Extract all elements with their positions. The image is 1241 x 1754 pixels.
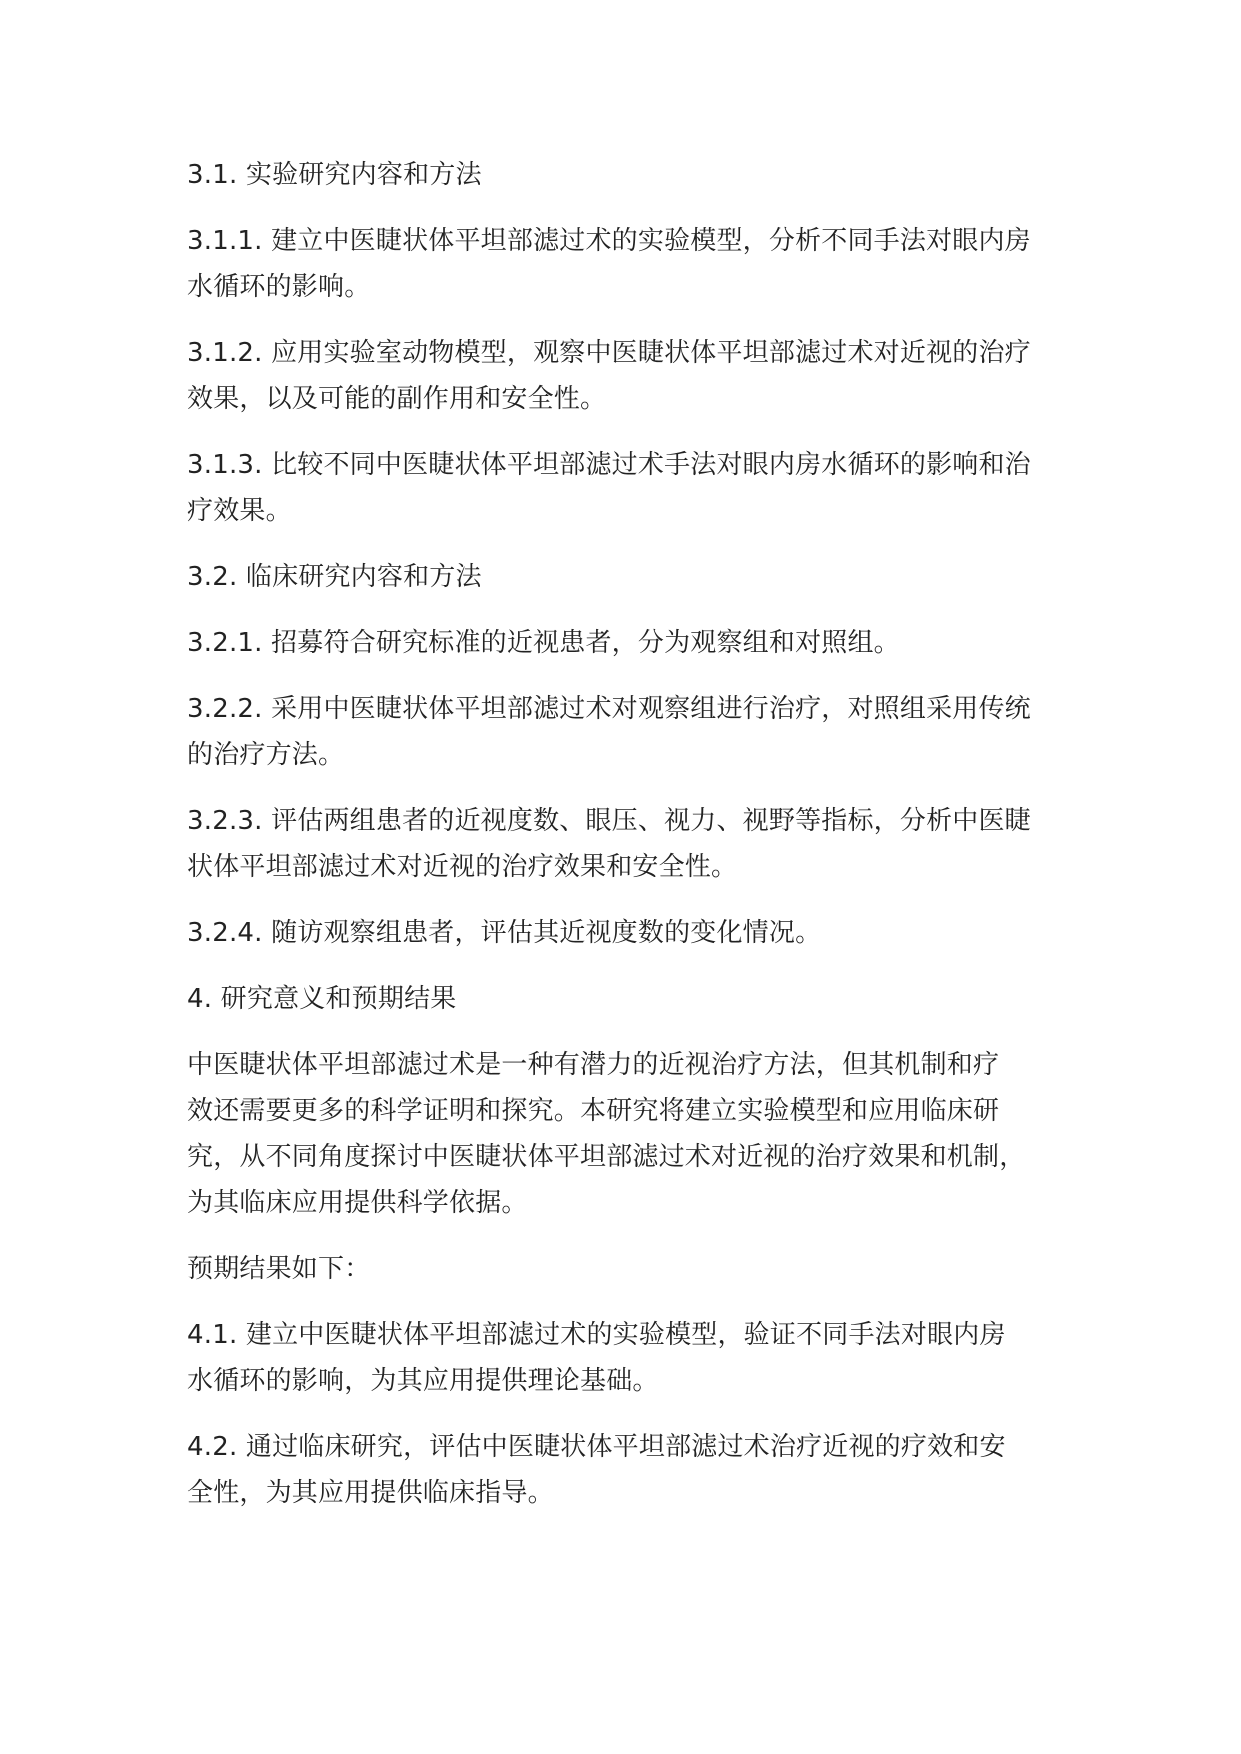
paragraph-3-1-1: 3.1.1. 建立中医睫状体平坦部滤过术的实验模型，分析不同手法对眼内房 水循环的影响。: [187, 226, 1031, 302]
paragraph-3-2-4: 3.2.4. 随访观察组患者，评估其近视度数的变化情况。: [187, 918, 822, 948]
heading-3-2: 3.2. 临床研究内容和方法: [187, 562, 482, 592]
heading-4: 4. 研究意义和预期结果: [187, 984, 457, 1014]
paragraph-3-1-3: 3.1.3. 比较不同中医睫状体平坦部滤过术手法对眼内房水循环的影响和治 疗效果。: [187, 450, 1031, 526]
paragraph-expected-intro: 预期结果如下：: [187, 1254, 371, 1284]
paragraph-significance: 中医睫状体平坦部滤过术是一种有潜力的近视治疗方法，但其机制和疗 效还需要更多的科学证明和探究。本研究将建立实验模型和应用临床研 究，从不同角度探讨中医睫状体平坦部滤过术对近视的治疗效果和机制， 为其临床应用提供科学依据。: [187, 1050, 1026, 1218]
paragraph-3-2-3: 3.2.3. 评估两组患者的近视度数、眼压、视力、视野等指标，分析中医睫 状体平坦部滤过术对近视的治疗效果和安全性。: [187, 806, 1031, 882]
paragraph-3-1-2: 3.1.2. 应用实验室动物模型，观察中医睫状体平坦部滤过术对近视的治疗 效果，以及可能的副作用和安全性。: [187, 338, 1031, 414]
paragraph-4-1: 4.1. 建立中医睫状体平坦部滤过术的实验模型，验证不同手法对眼内房 水循环的影响，为其应用提供理论基础。: [187, 1320, 1006, 1396]
paragraph-4-2: 4.2. 通过临床研究，评估中医睫状体平坦部滤过术治疗近视的疗效和安 全性，为其应用提供临床指导。: [187, 1432, 1006, 1508]
document-body: [187, 152, 1087, 1536]
heading-3-1: 3.1. 实验研究内容和方法: [187, 160, 482, 190]
paragraph-3-2-1: 3.2.1. 招募符合研究标准的近视患者，分为观察组和对照组。: [187, 628, 900, 658]
paragraph-3-2-2: 3.2.2. 采用中医睫状体平坦部滤过术对观察组进行治疗，对照组采用传统 的治疗方法。: [187, 694, 1031, 770]
